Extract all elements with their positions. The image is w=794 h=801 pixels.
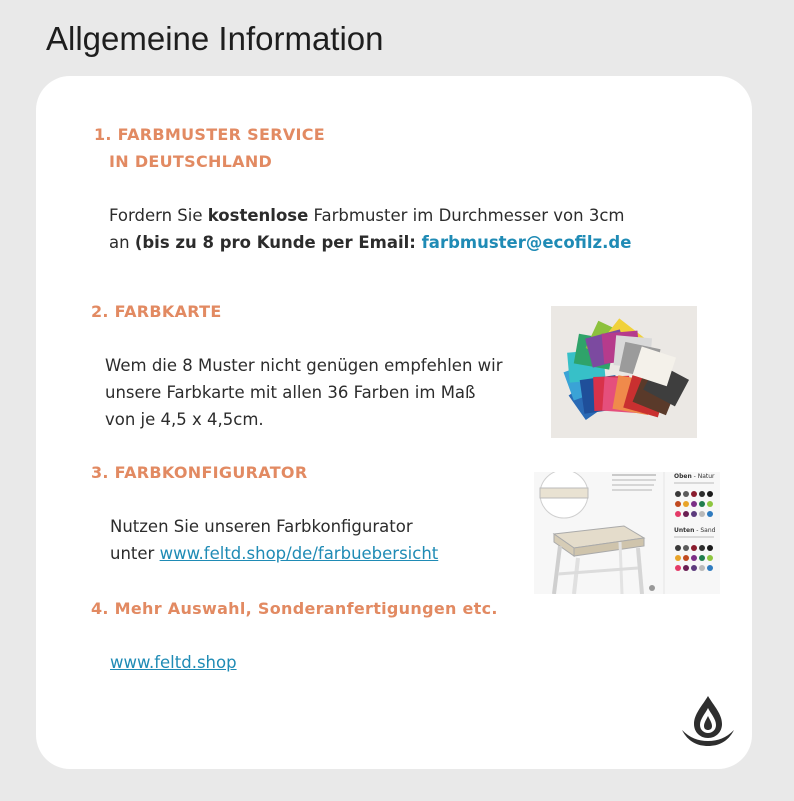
felt-swatches-fan [551, 306, 697, 438]
bottom-color-swatches [675, 545, 713, 571]
feltd-shop-link[interactable]: www.feltd.shop [110, 653, 237, 672]
section-2-heading: 2. FARBKARTE [91, 302, 222, 321]
stool-illustration [534, 472, 720, 594]
color-card-photo [551, 306, 697, 438]
text-fragment: an [109, 233, 135, 252]
section-1-line2 [109, 229, 631, 256]
section-1-line1 [109, 202, 631, 229]
section-1-heading-line2: IN DEUTSCHLAND [109, 152, 273, 171]
bold-fragment: (bis zu 8 pro Kunde per Email: [134, 233, 422, 252]
section-2-text [105, 352, 503, 433]
text-fragment: Farbmuster im Durchmesser von 3cm [308, 206, 625, 225]
email-link[interactable]: farbmuster@ecofilz.de [421, 233, 632, 252]
section-2-line2: unsere Farbkarte mit allen 36 Farben im Maß [105, 383, 476, 402]
section-1-heading-line1: 1. FARBMUSTER SERVICE [94, 125, 326, 144]
section-2-line3: von je 4,5 x 4,5cm. [105, 410, 264, 429]
unten-label: Unten - Sand [674, 527, 716, 534]
section-3-line1: Nutzen Sie unseren Farbkonfigurator [110, 517, 413, 536]
farbuebersicht-link[interactable]: www.feltd.shop/de/farbuebersicht [159, 544, 439, 563]
section-1-heading [94, 121, 325, 175]
top-color-swatches [675, 491, 713, 517]
text-fragment: unter [110, 544, 160, 563]
bold-fragment: kostenlose [207, 206, 309, 225]
section-1-text [109, 202, 631, 256]
configurator-preview-image [534, 472, 720, 594]
page-title: Allgemeine Information [46, 20, 384, 57]
section-4-heading: 4. Mehr Auswahl, Sonderanfertigungen etc. [91, 599, 498, 618]
section-4-text [110, 649, 237, 676]
oben-label: Oben - Natur [674, 473, 715, 480]
section-3-line2 [110, 540, 438, 567]
section-2-line1: Wem die 8 Muster nicht genügen empfehlen wir [105, 356, 503, 375]
section-3-heading: 3. FARBKONFIGURATOR [91, 463, 308, 482]
text-fragment: Fordern Sie [109, 206, 208, 225]
water-drop-lotus-icon [678, 694, 738, 750]
section-3-text [110, 513, 438, 567]
